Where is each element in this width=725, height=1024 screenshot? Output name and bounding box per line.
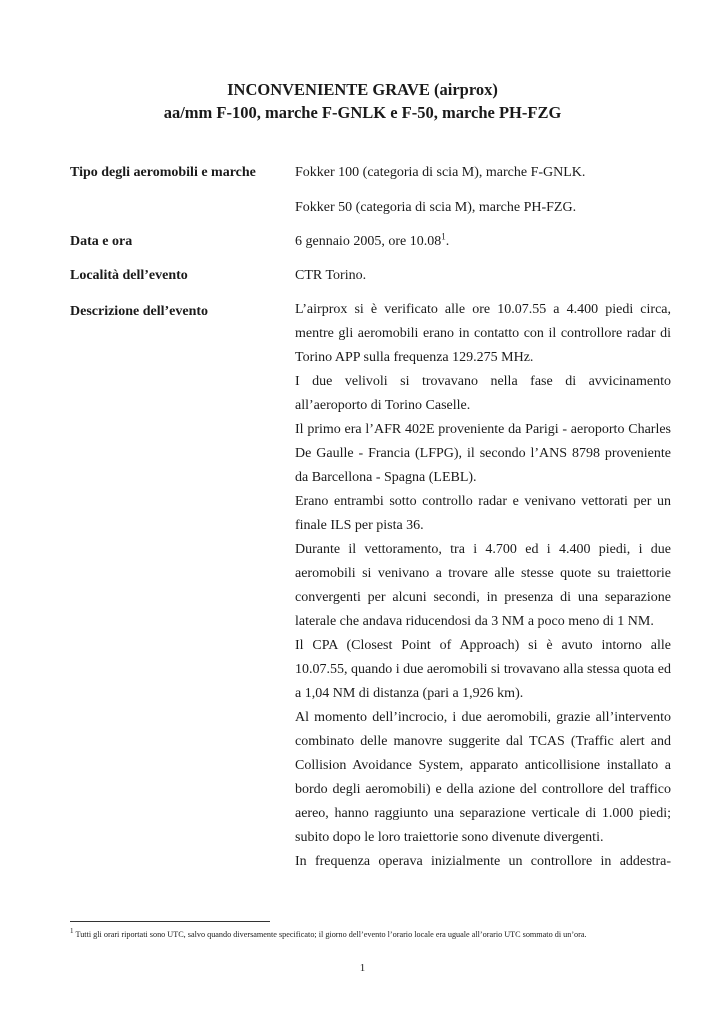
field-label-localita: Località dell’evento <box>70 268 188 283</box>
footnote-marker: 1 <box>70 927 74 936</box>
field-value-tipo-2: Fokker 50 (categoria di scia M), marche PH-FZG. <box>295 200 577 215</box>
description-paragraph: I due velivoli si trovavano nella fase di avvicinamento all’aeroporto di Torino Caselle. <box>295 374 671 413</box>
description-paragraph: Erano entrambi sotto controllo radar e venivano vettorati per un finale ILS per pista 36. <box>295 494 671 533</box>
data-ora-text: 6 gennaio 2005, ore 10.08 <box>295 234 442 249</box>
footnote-reference: 1 <box>441 231 446 242</box>
field-value-descrizione <box>295 298 671 874</box>
field-value-data <box>295 231 450 250</box>
field-value-localita: CTR Torino. <box>295 268 367 283</box>
document-title: INCONVENIENTE GRAVE (airprox) <box>227 80 498 99</box>
footnote-text: Tutti gli orari riportati sono UTC, salvo quando diversamente specificato; il giorno dell’evento l’orario locale era uguale all’orario UTC sommato di un’ora. <box>75 930 587 939</box>
footnote <box>70 927 675 939</box>
description-paragraph: L’airprox si è verificato alle ore 10.07.55 a 4.400 piedi circa, mentre gli aeromobili erano in contatto con il controllore radar di Torino APP sulla frequenza 129.275 MHz. <box>295 302 671 365</box>
page-number: 1 <box>359 962 366 974</box>
field-label-tipo: Tipo degli aeromobili e marche <box>70 165 256 180</box>
description-paragraph: Durante il vettoramento, tra i 4.700 ed i 4.400 piedi, i due aeromobili si venivano a trovare alle stesse quote su traiettorie convergenti per alcuni secondi, in presenza di una separazione laterale che andava riducendosi da 3 NM a poco meno di 1 NM. <box>295 542 671 629</box>
description-paragraph: Il CPA (Closest Point of Approach) si è avuto intorno alle 10.07.55, quando i due aeromobili si trovavano alla stessa quota ed a 1,04 NM di distanza (pari a 1,926 km). <box>295 638 671 701</box>
footnote-divider <box>70 921 270 922</box>
field-value-tipo-1: Fokker 100 (categoria di scia M), marche F-GNLK. <box>295 165 586 180</box>
field-label-data: Data e ora <box>70 234 133 249</box>
description-paragraph: In frequenza operava inizialmente un controllore in addestra- <box>295 854 671 869</box>
field-label-descrizione: Descrizione dell’evento <box>70 304 209 319</box>
description-paragraph: Il primo era l’AFR 402E proveniente da Parigi - aeroporto Charles De Gaulle - Francia (LFPG), il secondo l’ANS 8798 proveniente da Barcellona - Spagna (LEBL). <box>295 422 671 485</box>
document-subtitle: aa/mm F-100, marche F-GNLK e F-50, marche PH-FZG <box>163 103 562 122</box>
description-paragraph: Al momento dell’incrocio, i due aeromobili, grazie all’intervento combinato delle manovre suggerite dal TCAS (Traffic alert and Collision Avoidance System, apparato anticollisione installato a bordo degli aeromobili) e della azione del controllore del traffico aereo, hanno raggiunto una separazione verticale di 1.000 piedi; subito dopo le loro traiettorie sono divenute divergenti. <box>295 710 671 845</box>
data-ora-suffix: . <box>445 234 450 249</box>
